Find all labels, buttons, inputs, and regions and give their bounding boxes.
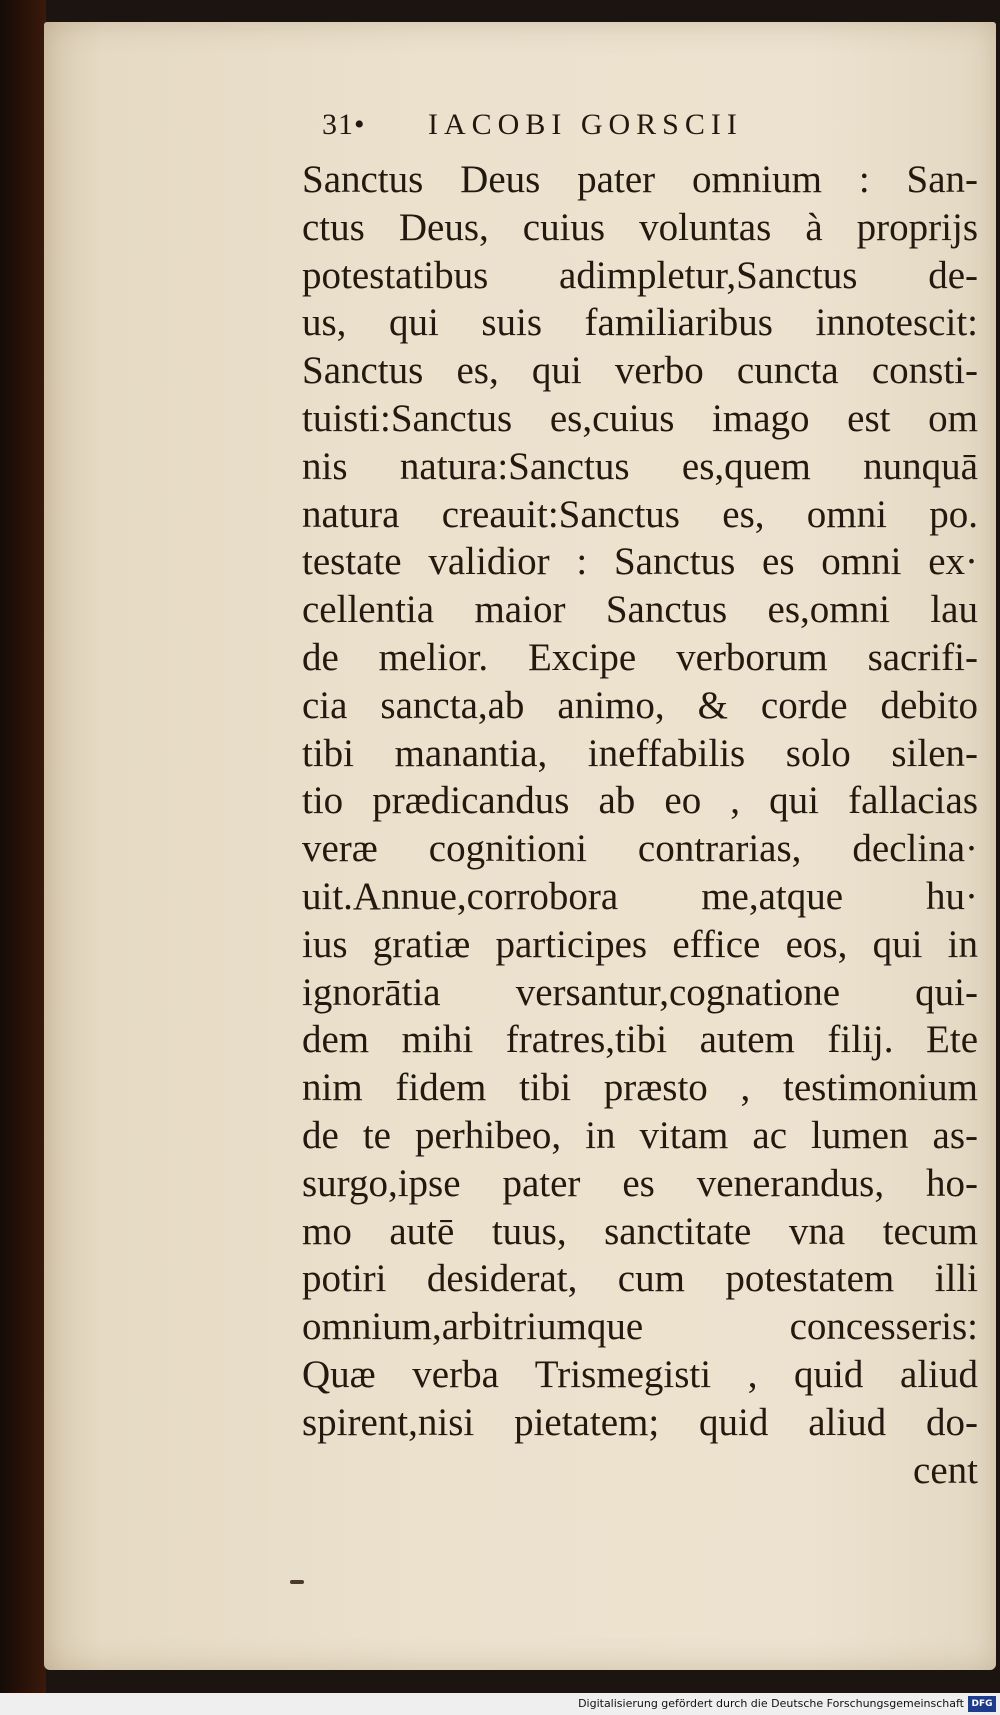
digitization-footer	[0, 1693, 1000, 1715]
page-number: 31•	[322, 108, 366, 141]
text-line: cellentia maior Sanctus es,omni lau	[302, 588, 978, 632]
text-line: dem mihi fratres,tibi autem filij. Ete	[302, 1018, 978, 1062]
book-binding	[0, 0, 46, 1715]
text-line: Quæ verba Trismegisti , quid aliud	[302, 1352, 978, 1396]
text-line: testate validior : Sanctus es omni ex·	[302, 540, 978, 584]
running-head: IACOBI GORSCII	[428, 108, 743, 141]
text-line: spirent,nisi pietatem; quid aliud do-	[302, 1400, 978, 1444]
text-line: uit.Annue,corrobora me,atque hu·	[302, 874, 978, 918]
text-line: ignorātia versantur,cognatione qui-	[302, 970, 978, 1014]
text-line: Sanctus es, qui verbo cuncta consti-	[302, 349, 978, 393]
page-header	[322, 108, 902, 150]
text-line: mo autē tuus, sanctitate vna tecum	[302, 1209, 978, 1253]
funding-credit: Digitalisierung gefördert durch die Deutsche Forschungsgemeinschaft	[578, 1697, 964, 1710]
text-block	[302, 156, 978, 1494]
text-line: us, qui suis familiaribus innotescit:	[302, 301, 978, 345]
text-line: nis natura:Sanctus es,quem nunquā	[302, 444, 978, 488]
text-line: ius gratiæ participes effice eos, qui in	[302, 922, 978, 966]
text-line: veræ cognitioni contrarias, declina·	[302, 827, 978, 871]
text-line: potestatibus adimpletur,Sanctus de-	[302, 253, 978, 297]
text-line: natura creauit:Sanctus es, omni po.	[302, 492, 978, 536]
text-line: nim fidem tibi præsto , testimonium	[302, 1066, 978, 1110]
text-line: tio prædicandus ab eo , qui fallacias	[302, 779, 978, 823]
text-line: Sanctus Deus pater omnium : San-	[302, 158, 978, 201]
text-line: ctus Deus, cuius voluntas à proprijs	[302, 205, 978, 249]
ink-mark	[290, 1580, 304, 1584]
text-line: surgo,ipse pater es venerandus, ho-	[302, 1161, 978, 1205]
text-line: tuisti:Sanctus es,cuius imago est om	[302, 396, 978, 440]
text-line: de te perhibeo, in vitam ac lumen as-	[302, 1113, 978, 1157]
dfg-logo-icon: DFG	[968, 1696, 996, 1712]
text-line: potiri desiderat, cum potestatem illi	[302, 1257, 978, 1301]
catchword: cent	[913, 1448, 978, 1492]
text-line: tibi manantia, ineffabilis solo silen-	[302, 731, 978, 775]
text-line: cia sancta,ab animo, & corde debito	[302, 683, 978, 727]
text-line: de melior. Excipe verborum sacrifi-	[302, 635, 978, 679]
text-line: omnium,arbitriumque concesseris:	[302, 1305, 978, 1349]
